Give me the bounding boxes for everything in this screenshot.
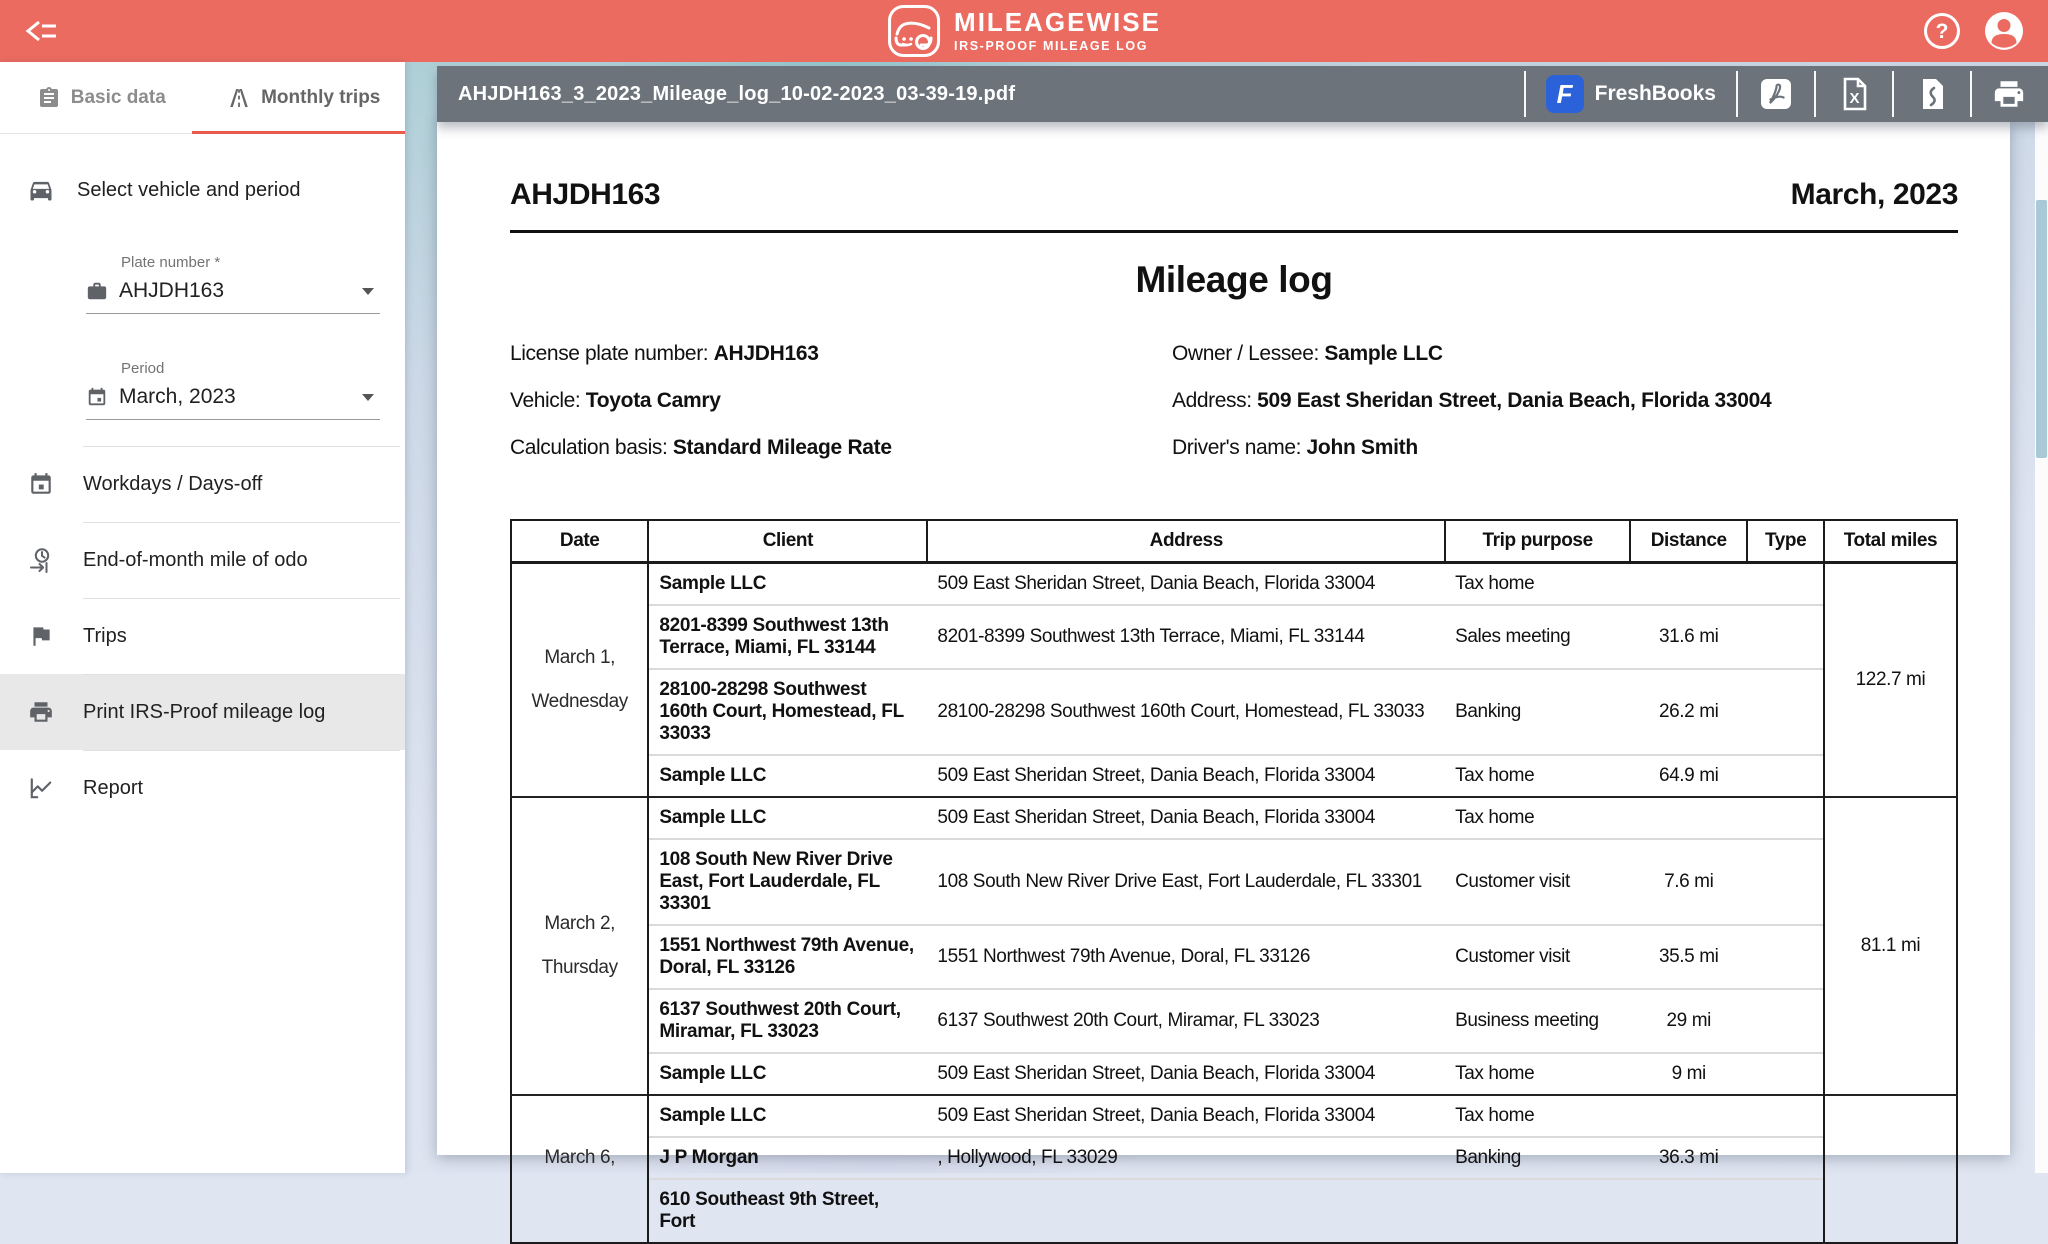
purpose-cell: Business meeting: [1445, 989, 1630, 1053]
toolbar-divider: [1814, 71, 1816, 117]
trip-row: [511, 669, 1957, 755]
sidebar-item-print-mileage-log[interactable]: [0, 674, 405, 750]
column-header: Trip purpose: [1445, 520, 1630, 562]
calendar-icon: [86, 386, 108, 408]
info-owner: Owner / Lessee: Sample LLC: [1172, 342, 1443, 365]
trip-row: [511, 797, 1957, 839]
client-cell: 28100-28298 Southwest 160th Court, Homestead, FL 33033: [648, 669, 927, 755]
client-cell: 1551 Northwest 79th Avenue, Doral, FL 33126: [648, 925, 927, 989]
plate-number-value: AHJDH163: [119, 279, 225, 302]
scrollbar-thumb[interactable]: [2036, 200, 2047, 458]
client-cell: 108 South New River Drive East, Fort Lauderdale, FL 33301: [648, 839, 927, 925]
address-cell: 509 East Sheridan Street, Dania Beach, Florida 33004: [937, 573, 1376, 595]
freshbooks-label: FreshBooks: [1594, 82, 1716, 105]
chevron-down-icon: [362, 394, 374, 401]
distance-cell: 64.9 mi: [1630, 755, 1747, 797]
tab-basic-data[interactable]: [0, 62, 203, 133]
clipboard-icon: [37, 86, 61, 110]
address-cell: 509 East Sheridan Street, Dania Beach, Florida 33004: [937, 1105, 1376, 1127]
doc-title: Mileage log: [1135, 259, 1333, 300]
purpose-cell: [1445, 1179, 1630, 1243]
purpose-cell: Tax home: [1445, 755, 1630, 797]
client-cell: Sample LLC: [659, 573, 767, 595]
trip-row: [511, 839, 1957, 925]
excel-export-button[interactable]: [1836, 76, 1872, 112]
address-cell: 509 East Sheridan Street, Dania Beach, Florida 33004: [927, 755, 1445, 797]
sidebar-item-label: End-of-month mile of odo: [83, 548, 308, 571]
print-icon: [1992, 77, 2026, 111]
help-button[interactable]: [1922, 11, 1962, 51]
print-button[interactable]: [1992, 77, 2026, 111]
car-icon: [27, 176, 55, 204]
type-cell: [1747, 669, 1824, 755]
client-cell: Sample LLC: [648, 755, 927, 797]
purpose-cell: Banking: [1445, 669, 1630, 755]
column-header: Date: [511, 520, 648, 562]
address-cell: 28100-28298 Southwest 160th Court, Homestead, FL 33033: [927, 669, 1445, 755]
sidebar-item-trips[interactable]: [0, 598, 405, 674]
distance-cell: 31.6 mi: [1630, 605, 1747, 669]
trip-row: [511, 605, 1957, 669]
freshbooks-logo-icon: F: [1546, 75, 1584, 113]
info-vehicle: Vehicle: Toyota Camry: [510, 388, 721, 412]
plate-number-label: Plate number *: [121, 254, 221, 271]
printer-icon: [27, 699, 55, 725]
collapse-sidebar-button[interactable]: [24, 18, 58, 44]
toolbar-divider: [1970, 71, 1972, 117]
pdf-toolbar: [437, 66, 2048, 122]
total-cell: 122.7 mi: [1824, 563, 1957, 798]
day-group: [511, 563, 1957, 798]
svg-text:?: ?: [1935, 20, 1949, 43]
date-cell: March 6,: [511, 1095, 648, 1243]
excel-export-icon: [1836, 76, 1872, 112]
app-title: MILEAGEWISE: [954, 7, 1161, 37]
purpose-cell: Customer visit: [1445, 925, 1630, 989]
mileagewise-car-icon: [887, 4, 941, 58]
calendar-icon: [27, 471, 55, 497]
period-field: [86, 360, 380, 420]
info-address: Address: 509 East Sheridan Street, Dania Beach, Florida 33004: [1172, 388, 1772, 412]
info-license-plate: License plate number: AHJDH163: [510, 342, 819, 365]
type-cell: [1747, 563, 1824, 606]
trip-row: [511, 563, 1957, 606]
sidebar-item-workdays[interactable]: [0, 446, 405, 522]
type-cell: [1747, 1137, 1824, 1179]
distance-cell: 7.6 mi: [1630, 839, 1747, 925]
type-cell: [1747, 989, 1824, 1053]
date-cell: March 1, Wednesday: [511, 563, 648, 798]
type-cell: [1747, 1095, 1824, 1137]
distance-cell: 36.3 mi: [1630, 1137, 1747, 1179]
purpose-cell: Banking: [1445, 1137, 1630, 1179]
app-subtitle: IRS-PROOF MILEAGE LOG: [954, 39, 1149, 53]
doc-info: [510, 339, 1958, 479]
column-header: Client: [648, 520, 927, 562]
vertical-scrollbar[interactable]: [2035, 122, 2048, 1173]
tab-label: Monthly trips: [261, 86, 381, 108]
address-cell: 8201-8399 Southwest 13th Terrace, Miami, FL 33144: [927, 605, 1445, 669]
sidebar-tabs: [0, 62, 405, 134]
type-cell: [1747, 755, 1824, 797]
sidebar-menu: [0, 446, 405, 826]
active-tab-indicator: [192, 131, 405, 134]
purpose-cell: Tax home: [1455, 573, 1535, 595]
client-cell: Sample LLC: [659, 807, 767, 829]
column-header: Type: [1747, 520, 1824, 562]
client-cell: 6137 Southwest 20th Court, Miramar, FL 33023: [648, 989, 927, 1053]
freshbooks-button[interactable]: [1546, 75, 1716, 113]
doc-divider: [510, 230, 1958, 233]
toolbar-divider: [1736, 71, 1738, 117]
mileage-table: [510, 519, 1958, 1244]
plate-number-field: [86, 254, 380, 314]
client-cell: 8201-8399 Southwest 13th Terrace, Miami, FL 33144: [648, 605, 927, 669]
section-title: Select vehicle and period: [77, 178, 301, 201]
distance-cell: 35.5 mi: [1630, 925, 1747, 989]
sidebar-item-label: Print IRS-Proof mileage log: [83, 700, 326, 723]
client-cell: Sample LLC: [659, 1105, 767, 1127]
pdf-page-area: [437, 122, 2048, 1233]
sidebar: [0, 62, 405, 1173]
svg-text:X: X: [1849, 90, 1860, 107]
client-cell: J P Morgan: [648, 1137, 927, 1179]
purpose-cell: Sales meeting: [1445, 605, 1630, 669]
purpose-cell: Tax home: [1455, 1105, 1535, 1127]
doc-period: March, 2023: [1790, 178, 1958, 211]
pdf-export-button[interactable]: [1758, 76, 1794, 112]
period-label: Period: [121, 360, 165, 377]
trip-row: [511, 1053, 1957, 1095]
distance-cell: [1630, 797, 1747, 839]
road-icon: [227, 86, 251, 110]
address-cell: 509 East Sheridan Street, Dania Beach, Florida 33004: [927, 1053, 1445, 1095]
info-calculation-basis: Calculation basis: Standard Mileage Rate: [510, 435, 892, 459]
account-button[interactable]: [1982, 9, 2026, 53]
trip-row: [511, 1137, 1957, 1179]
distance-cell: [1630, 1179, 1747, 1243]
chevron-down-icon: [362, 288, 374, 295]
trip-row: [511, 1179, 1957, 1243]
flag-icon: [27, 623, 55, 649]
client-cell: 610 Southeast 9th Street, Fort: [648, 1179, 927, 1243]
doc-plate: AHJDH163: [510, 178, 661, 211]
total-cell: [1824, 1095, 1957, 1243]
address-cell: 108 South New River Drive East, Fort Lauderdale, FL 33301: [927, 839, 1445, 925]
plate-number-select[interactable]: [86, 279, 380, 314]
csv-export-icon: [1914, 76, 1950, 112]
sidebar-item-end-of-month-odo[interactable]: [0, 522, 405, 598]
app-header: [0, 0, 2048, 62]
distance-cell: 29 mi: [1630, 989, 1747, 1053]
pdf-filename: AHJDH163_3_2023_Mileage_log_10-02-2023_03-39-19.pdf: [458, 82, 1016, 105]
briefcase-icon: [86, 280, 108, 302]
main-area: [405, 62, 2048, 1233]
client-cell: Sample LLC: [648, 1053, 927, 1095]
sidebar-item-label: Workdays / Days-off: [83, 472, 263, 495]
address-cell: 509 East Sheridan Street, Dania Beach, Florida 33004: [937, 807, 1376, 829]
type-cell: [1747, 1179, 1824, 1243]
sidebar-item-label: Report: [83, 776, 144, 799]
type-cell: [1747, 1053, 1824, 1095]
day-group: [511, 797, 1957, 1095]
day-group: [511, 1095, 1957, 1243]
odometer-clock-icon: [27, 546, 55, 574]
pdf-page: [437, 122, 2010, 1233]
trip-row: [511, 989, 1957, 1053]
type-cell: [1747, 605, 1824, 669]
address-cell: 1551 Northwest 79th Avenue, Doral, FL 33126: [927, 925, 1445, 989]
column-header: Address: [927, 520, 1445, 562]
tab-label: Basic data: [70, 86, 166, 108]
chart-icon: [27, 775, 55, 801]
toolbar-divider: [1892, 71, 1894, 117]
pdf-export-icon: [1758, 76, 1794, 112]
purpose-cell: Tax home: [1455, 807, 1535, 829]
type-cell: [1747, 925, 1824, 989]
purpose-cell: Tax home: [1445, 1053, 1630, 1095]
sidebar-item-report[interactable]: [0, 750, 405, 826]
period-select[interactable]: [86, 385, 380, 420]
table-header-row: [511, 520, 1957, 562]
tab-monthly-trips[interactable]: [203, 62, 406, 133]
collapse-sidebar-icon: [24, 18, 58, 44]
type-cell: [1747, 839, 1824, 925]
date-cell: March 2, Thursday: [511, 797, 648, 1095]
address-cell: , Hollywood, FL 33029: [927, 1137, 1445, 1179]
column-header: Total miles: [1824, 520, 1957, 562]
purpose-cell: Customer visit: [1445, 839, 1630, 925]
distance-cell: [1630, 563, 1747, 606]
sidebar-item-label: Trips: [83, 624, 127, 647]
total-cell: 81.1 mi: [1824, 797, 1957, 1095]
csv-export-button[interactable]: [1914, 76, 1950, 112]
distance-cell: 26.2 mi: [1630, 669, 1747, 755]
toolbar-divider: [1524, 71, 1526, 117]
address-cell: 6137 Southwest 20th Court, Miramar, FL 33023: [927, 989, 1445, 1053]
type-cell: [1747, 797, 1824, 839]
period-value: March, 2023: [119, 385, 236, 408]
distance-cell: 9 mi: [1630, 1053, 1747, 1095]
address-cell: [927, 1179, 1445, 1243]
trip-row: [511, 755, 1957, 797]
info-driver: Driver's name: John Smith: [1172, 435, 1418, 459]
column-header: Distance: [1630, 520, 1747, 562]
select-vehicle-section: [27, 176, 405, 204]
distance-cell: [1630, 1095, 1747, 1137]
trip-row: [511, 925, 1957, 989]
trip-row: [511, 1095, 1957, 1137]
app-logo: [887, 4, 1161, 58]
